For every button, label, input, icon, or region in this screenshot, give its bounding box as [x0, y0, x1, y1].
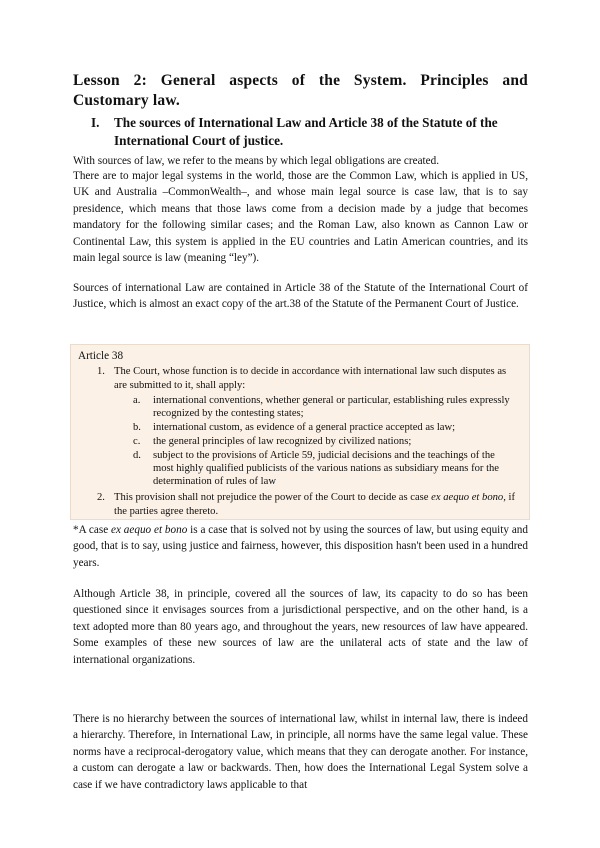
italic-term: ex aequo et bono: [111, 524, 188, 536]
subitem-letter: c.: [133, 436, 141, 447]
paragraph-2: There are to major legal systems in the world, those are the Common Law, which is applied in US, UK and Australia –CommonWealth–, and whose main legal source is case law, that is to say presidence, which means that those laws come from a decision made by a judge that becomes mandatory for the following similar cases; and the Roman Law, also known as Cannon Law or Continental Law, this system is applied in the EU countries and Latin American countries, and its main legal source is law (meaning “ley”).: [73, 170, 528, 265]
subitem-text: subject to the provisions of Article 59, judicial decisions and the teachings of the most highly qualified publicists of the various nations as subsidiary means for the determination of rules of law: [153, 450, 500, 488]
article-subitem-c: [133, 435, 513, 448]
article-subitem-b: [133, 421, 513, 434]
subitem-letter: d.: [133, 450, 141, 461]
subitem-text: the general principles of law recognized by civilized nations;: [153, 436, 412, 447]
article-title: Article 38: [78, 350, 124, 362]
footnote: *A case ex aequo et bono is a case that is solved not by using the sources of law, but using equity and good, that is to say, using justice and fairness, however, this disposition hasn't been used in a hundred years.: [73, 524, 528, 569]
lesson-title: Lesson 2: General aspects of the System. Principles and Customary law.: [73, 72, 528, 109]
subitem-letter: a.: [133, 395, 141, 406]
article-subitem-d: [133, 449, 513, 489]
italic-term: ex aequo et bono: [431, 492, 504, 503]
paragraph-3: Sources of international Law are contained in Article 38 of the Statute of the International Court of Justice, which is almost an exact copy of the art.38 of the Statute of the Permanent Court of Justice.: [73, 282, 528, 311]
section-number: I.: [91, 115, 100, 130]
section-heading: [91, 114, 531, 150]
paragraph-5: There is no hierarchy between the sources of international law, whilst in internal law, there is indeed a hierarchy. Therefore, in International Law, in principle, all norms have the same legal value. These norms have a reciprocal-derogatory value, which means that they can derogate another. For instance, a custom can derogate a law or backwards. Then, how does the International Legal System solve a case if we have contradictory laws applicable to that: [73, 713, 528, 791]
item-number: 1.: [97, 366, 105, 377]
paragraph-1: With sources of law, we refer to the means by which legal obligations are created.: [73, 155, 440, 167]
article-item-2: [97, 491, 517, 518]
section-title: The sources of International Law and Article 38 of the Statute of the International Court of justice.: [114, 115, 498, 148]
item-text: The Court, whose function is to decide in accordance with international law such disputes as are submitted to it, shall apply:: [114, 366, 507, 391]
article-subitem-a: [133, 394, 513, 420]
item-number: 2.: [97, 492, 105, 503]
paragraph-4: Although Article 38, in principle, covered all the sources of law, its capacity to do so has been questioned since it envisages sources from a jurisdictional perspective, and on the other hand, is a text adopted more than 80 years ago, and throughout the years, new resources of law have appeared. Some examples of these new sources of law are the unilateral acts of state and the law of international organizations.: [73, 588, 528, 666]
item-text: This provision shall not prejudice the power of the Court to decide as case ex aequo et bono, if the parties agree thereto.: [114, 492, 515, 517]
subitem-text: international conventions, whether general or particular, establishing rules expressly recognized by the contesting states;: [153, 395, 510, 420]
article-38-box: [70, 344, 530, 520]
subitem-letter: b.: [133, 422, 141, 433]
article-item-1: [97, 365, 513, 392]
subitem-text: international custom, as evidence of a general practice accepted as law;: [153, 422, 456, 433]
